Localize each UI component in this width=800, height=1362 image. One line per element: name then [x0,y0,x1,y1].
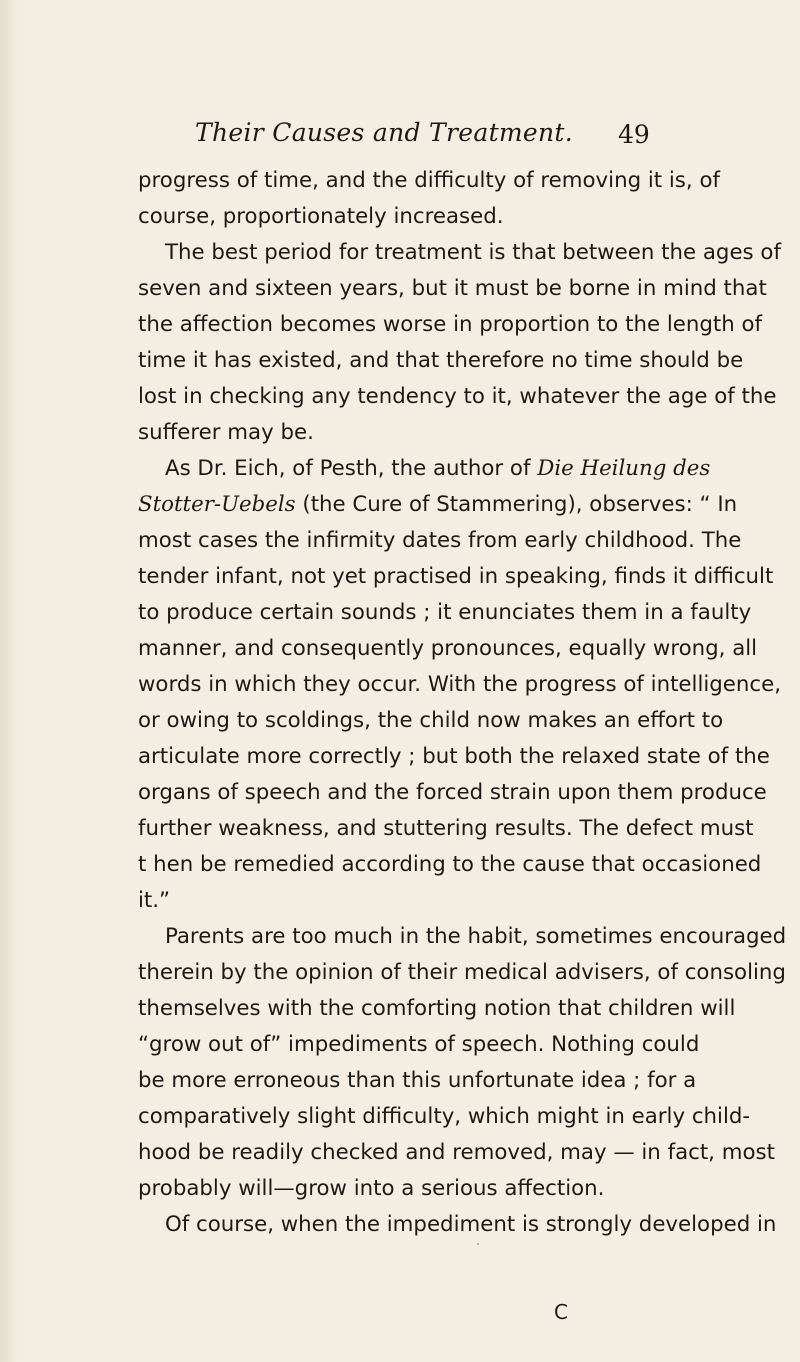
text-line-23: therein by the opinion of their medical advisers, of consoling [138,960,786,985]
text-line-22: Parents are too much in the habit, sometimes encouraged [165,924,787,949]
text-line-27: comparatively slight difficulty, which might in early child- [138,1104,751,1129]
text-line-9 [165,451,711,487]
text-line-3: The best period for treatment is that between the ages of [165,240,781,265]
text-line-5: the affection becomes worse in proportion to the length of [138,312,763,337]
text-line-16: or owing to scoldings, the child now makes an effort to [138,708,724,733]
book-title-part-2: Stotter-Uebels [138,492,296,517]
text-line-9-roman: As Dr. Eich, of Pesth, the author of [165,456,531,481]
text-line-12: tender infant, not yet practised in speaking, finds it difficult [138,564,774,589]
text-line-18: organs of speech and the forced strain upon them produce [138,780,767,805]
text-line-29: probably will—grow into a serious affection. [138,1176,605,1201]
page-gutter-shadow [0,0,18,1362]
text-line-1: progress of time, and the difficulty of removing it is, of [138,168,720,193]
running-head: Their Causes and Treatment. [195,118,574,147]
page-number: 49 [618,120,650,149]
text-line-10-roman: (the Cure of Stammering), observes: “ In [302,492,738,517]
text-line-6: time it has existed, and that therefore no time should be [138,348,744,373]
book-title-part-1: Die Heilung des [537,456,711,481]
text-line-25: “grow out of” impediments of speech. Nothing could [138,1032,700,1057]
text-line-13: to produce certain sounds ; it enunciates them in a faulty [138,600,752,625]
text-line-11: most cases the infirmity dates from early childhood. The [138,528,742,553]
paper-speck [477,1243,479,1245]
text-line-14: manner, and consequently pronounces, equally wrong, all [138,636,758,661]
text-line-30: Of course, when the impediment is strongly developed in [165,1212,777,1237]
text-line-15: words in which they occur. With the progress of intelligence, [138,672,781,697]
text-line-17: articulate more correctly ; but both the relaxed state of the [138,744,770,769]
text-line-2: course, proportionately increased. [138,204,504,229]
text-line-28: hood be readily checked and removed, may — in fact, most [138,1140,775,1165]
text-line-10 [138,487,738,523]
text-line-4: seven and sixteen years, but it must be borne in mind that [138,276,767,301]
text-line-21: it.” [138,888,171,913]
text-line-20: t hen be remedied according to the cause that occasioned [138,852,762,877]
text-line-7: lost in checking any tendency to it, whatever the age of the [138,384,777,409]
text-line-19: further weakness, and stuttering results. The defect must [138,816,754,841]
signature-mark: C [554,1300,568,1324]
text-line-26: be more erroneous than this unfortunate idea ; for a [138,1068,697,1093]
text-line-24: themselves with the comforting notion that children will [138,996,736,1021]
text-line-8: sufferer may be. [138,420,314,445]
